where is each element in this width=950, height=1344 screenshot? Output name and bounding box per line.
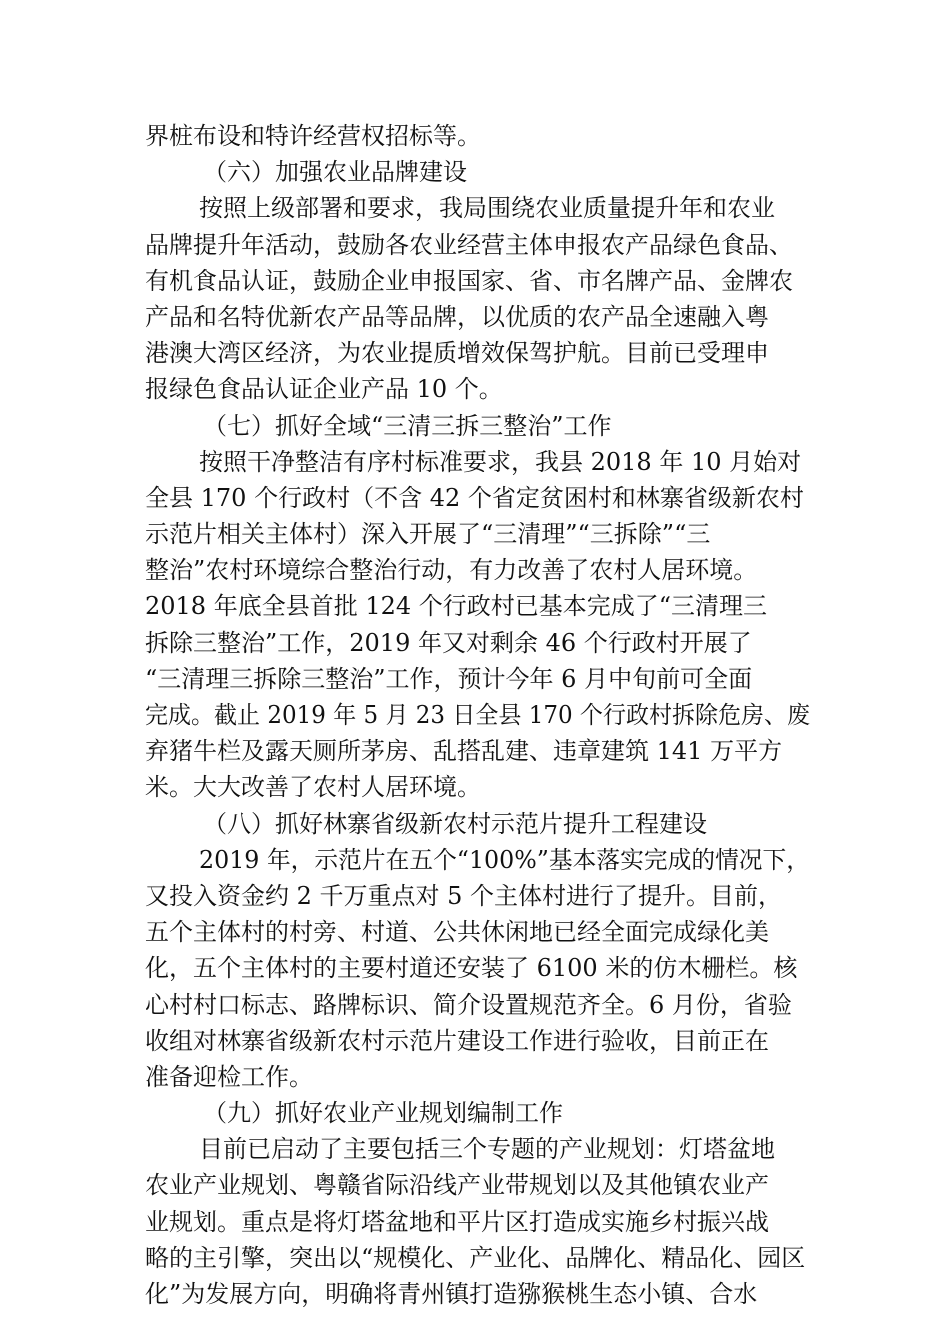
text-line: 拆除三整治”工作，2019 年又对剩余 46 个行政村开展了 bbox=[145, 628, 752, 657]
text-line: 按照上级部署和要求，我局围绕农业质量提升年和农业 bbox=[199, 194, 775, 223]
section-heading: （七）抓好全域“三清三拆三整治”工作 bbox=[203, 411, 612, 440]
text-line: “三清理三拆除三整治”工作，预计今年 6 月中旬前可全面 bbox=[145, 664, 753, 693]
text-line: 报绿色食品认证企业产品 10 个。 bbox=[145, 375, 503, 404]
text-line: 2019 年，示范片在五个“100%”基本落实完成的情况下， bbox=[199, 845, 810, 874]
text-line: 完成。截止 2019 年 5 月 23 日全县 170 个行政村拆除危房、废 bbox=[145, 701, 810, 729]
text-line: 略的主引擎，突出以“规模化、产业化、品牌化、精品化、园区 bbox=[145, 1243, 806, 1272]
section-heading: （六）加强农业品牌建设 bbox=[203, 158, 467, 187]
text-line: 弃猪牛栏及露天厕所茅房、乱搭乱建、违章建筑 141 万平方 bbox=[145, 737, 783, 766]
text-line: 产品和名特优新农产品等品牌，以优质的农产品全速融入粤 bbox=[145, 302, 769, 331]
document-body bbox=[145, 118, 810, 1312]
section-heading: （九）抓好农业产业规划编制工作 bbox=[203, 1099, 563, 1128]
text-line: 化，五个主体村的主要村道还安装了 6100 米的仿木栅栏。核 bbox=[145, 954, 798, 983]
text-line: 港澳大湾区经济，为农业提质增效保驾护航。目前已受理申 bbox=[145, 339, 769, 368]
text-line: 全县 170 个行政村（不含 42 个省定贫困村和林寨省级新农村 bbox=[145, 483, 804, 512]
text-line: 整治”农村环境综合整治行动，有力改善了农村人居环境。 bbox=[145, 556, 758, 585]
text-line: 化”为发展方向，明确将青州镇打造猕猴桃生态小镇、合水 bbox=[145, 1280, 758, 1308]
text-line: 五个主体村的村旁、村道、公共休闲地已经全面完成绿化美 bbox=[145, 918, 769, 947]
text-line: 又投入资金约 2 千万重点对 5 个主体村进行了提升。目前， bbox=[145, 881, 783, 910]
text-line: 示范片相关主体村）深入开展了“三清理”“三拆除”“三 bbox=[145, 520, 711, 549]
text-line: 准备迎检工作。 bbox=[145, 1062, 313, 1091]
text-line: 界桩布设和特许经营权招标等。 bbox=[145, 122, 481, 150]
text-line: 按照干净整洁有序村标准要求，我县 2018 年 10 月始对 bbox=[199, 447, 802, 476]
text-line: 2018 年底全县首批 124 个行政村已基本完成了“三清理三 bbox=[145, 592, 768, 621]
text-line: 农业产业规划、粤赣省际沿线产业带规划以及其他镇农业产 bbox=[145, 1171, 769, 1200]
text-line: 有机食品认证，鼓励企业申报国家、省、市名牌产品、金牌农 bbox=[145, 266, 793, 295]
text-line: 米。大大改善了农村人居环境。 bbox=[145, 773, 481, 802]
text-line: 心村村口标志、路牌标识、简介设置规范齐全。6 月份，省验 bbox=[145, 990, 792, 1019]
section-heading: （八）抓好林寨省级新农村示范片提升工程建设 bbox=[203, 809, 707, 838]
text-line: 品牌提升年活动，鼓励各农业经营主体申报农产品绿色食品、 bbox=[145, 230, 793, 259]
text-line: 业规划。重点是将灯塔盆地和平片区打造成实施乡村振兴战 bbox=[145, 1207, 769, 1236]
text-line: 收组对林寨省级新农村示范片建设工作进行验收，目前正在 bbox=[145, 1026, 769, 1055]
text-line: 目前已启动了主要包括三个专题的产业规划：灯塔盆地 bbox=[199, 1135, 775, 1164]
